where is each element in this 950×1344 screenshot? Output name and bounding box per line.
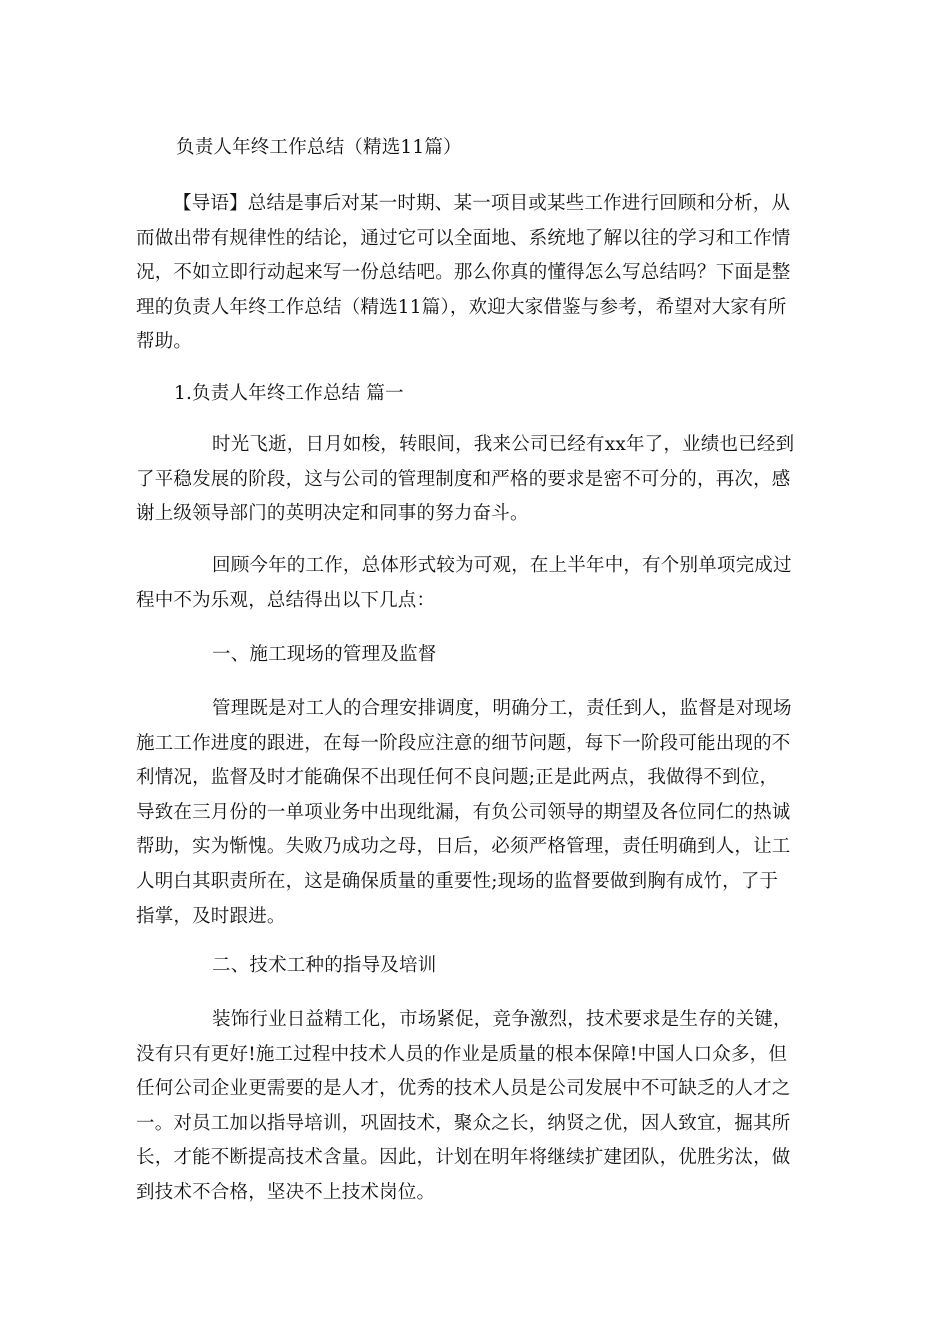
text-line: 时光飞逝，日月如梭，转眼间，我来公司已经有xx年了，业绩也已经到 [212,434,795,455]
text-line: 人明白其职责所在，这是确保质量的重要性;现场的监督要做到胸有成竹，了于 [136,870,779,892]
paragraph-4 [136,1003,816,1211]
text-line: 况，不如立即行动起来写一份总结吧。那么你真的懂得怎么写总结吗？下面是整 [136,262,791,284]
text-line: 指掌，及时跟进。 [136,905,286,927]
text-line: 装饰行业日益精工化，市场紧促，竞争激烈，技术要求是生存的关键， [212,1009,792,1030]
text-line: 任何公司企业更需要的是人才，优秀的技术人员是公司发展中不可缺乏的人才之 [136,1078,791,1100]
text-line: 到技术不合格，坚决不上技术岗位。 [136,1181,436,1203]
text-line: 没有只有更好!施工过程中技术人员的作业是质量的根本保障!中国人口众多，但 [136,1043,788,1065]
document-title: 负责人年终工作总结（精选11篇） [176,137,462,158]
text-line: 而做出带有规律性的结论，通过它可以全面地、系统地了解以往的学习和工作情 [136,227,791,249]
paragraph-2 [136,549,816,618]
text-line: 管理既是对工人的合理安排调度，明确分工，责任到人，监督是对现场 [212,698,792,719]
text-line: 一。对员工加以指导培训，巩固技术，聚众之长，纳贤之优，因人致宜，掘其所 [136,1112,791,1134]
text-line: 理的负责人年终工作总结（精选11篇），欢迎大家借鉴与参考，希望对大家有所 [136,296,787,318]
text-line: 施工工作进度的跟进，在每一阶段应注意的细节问题，每下一阶段可能出现的不 [136,732,791,754]
subheading-1: 一、施工现场的管理及监督 [212,644,437,665]
text-line: 谢上级领导部门的英明决定和同事的努力奋斗。 [136,503,529,525]
text-line: 导致在三月份的一单项业务中出现纰漏，有负公司领导的期望及各位同仁的热诚 [136,801,791,823]
text-line: 帮助。 [136,331,193,353]
paragraph-3 [136,692,816,934]
intro-paragraph [136,187,816,360]
text-line: 了平稳发展的阶段，这与公司的管理制度和严格的要求是密不可分的，再次，感 [136,468,791,490]
text-line: 【导语】总结是事后对某一时期、某一项目或某些工作进行回顾和分析，从 [173,193,791,214]
text-line: 回顾今年的工作，总体形式较为可观，在上半年中，有个别单项完成过 [212,555,792,576]
text-line: 长，才能不断提高技术含量。因此，计划在明年将继续扩建团队，优胜劣汰，做 [136,1147,791,1169]
text-line: 利情况，监督及时才能确保不出现任何不良问题;正是此两点，我做得不到位， [136,767,779,789]
paragraph-1 [136,428,816,532]
text-line: 帮助，实为惭愧。失败乃成功之母，日后，必须严格管理，责任明确到人，让工 [136,836,791,858]
text-line: 程中不为乐观，总结得出以下几点： [136,589,436,611]
section-heading: 1.负责人年终工作总结 篇一 [174,383,404,404]
subheading-2: 二、技术工种的指导及培训 [212,955,437,976]
